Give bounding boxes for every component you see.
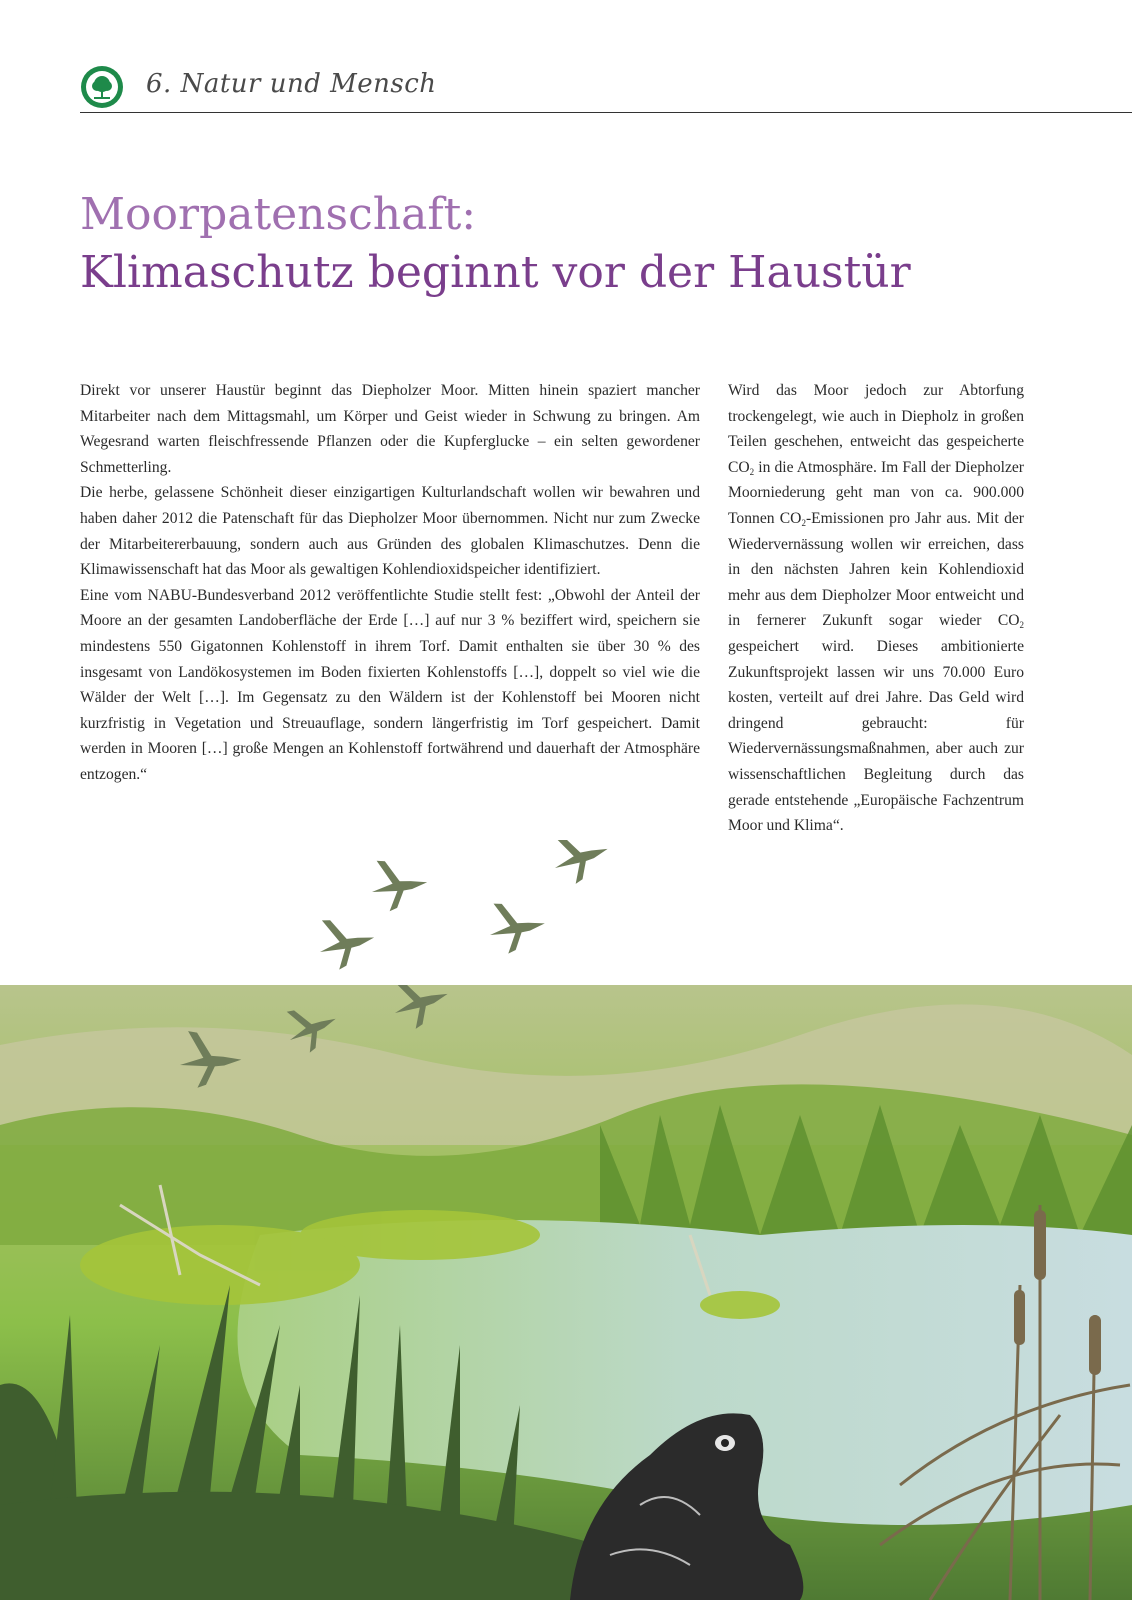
subscript-2: 2 (1019, 620, 1024, 631)
paragraph-nabu-quote: Eine vom NABU-Bundesverband 2012 veröffentlichte Studie stellt fest: „Obwohl der Anteil der Moore an der gesamten Landoberfläche der Erde […] auf nur 3 % beziffert wird, speichern sie mindestens 550 Gigatonnen Kohlenstoff in ihrem Torf. Damit enthalten sie über 30 % des insgesamt von Landökosystemen im Boden fixierten Kohlenstoffs […], doppelt so viel wie die Wälder der Welt […]. Im Gegensatz zu den Wäldern ist der Kohlenstoff bei Mooren nicht kurzfristig in Vegetation und Streuauflage, sondern längerfristig im Torf gespeichert. Damit werden in Mooren […] große Mengen an Kohlenstoff fortwährend und dauerhaft der Atmosphäre entzogen.“ (80, 586, 700, 783)
headline (80, 186, 911, 302)
section-title: 6. Natur und Mensch (146, 69, 437, 99)
paragraph-sponsorship: Die herbe, gelassene Schönheit dieser einzigartigen Kulturlandschaft wollen wir bewahren und haben daher 2012 die Patenschaft für das Diepholzer Moor übernommen. Nicht nur zum Zwecke der Mitarbeitererbauung, sondern auch aus Gründen des globalen Klimaschutzes. Denn die Klimawissenschaft hat das Moor als gewaltigen Kohlendioxidspeicher identifiziert. (80, 484, 700, 579)
flying-cranes (300, 840, 640, 990)
paragraph-rewetting (728, 378, 1024, 839)
crane-bird-icon (312, 909, 380, 974)
crane-bird-icon (484, 894, 550, 957)
crane-bird-icon (545, 840, 615, 889)
paragraph-intro: Direkt vor unserer Haustür beginnt das Diepholzer Moor. Mitten hinein spaziert mancher Mitarbeiter nach dem Mittagsmahl, um Körper und Geist wieder in Schwung zu bringen. Am Wegesrand warten fleischfressende Pflanzen oder die Kupferglucke – ein selten gewordener Schmetterling. (80, 382, 700, 476)
crane-bird-icon (367, 853, 431, 914)
rewetting-text-3: -Emissionen pro Jahr aus. Mit der Wiedervernässung wollen wir erreichen, dass in den nächsten Jahren kein Kohlendioxid mehr aus dem Diepholzer Moor entweicht und in fernerer Zukunft sogar wieder CO (728, 509, 1024, 630)
subscript-2: 2 (801, 517, 806, 528)
headline-line-2: Klimaschutz beginnt vor der Haustür (80, 247, 911, 298)
headline-line-1: Moorpatenschaft: (80, 189, 477, 240)
subscript-2: 2 (749, 466, 755, 477)
rewetting-text-4: gespeichert wird. Dieses ambitionierte Zukunftsprojekt lassen wir uns 70.000 Euro kosten, verteilt auf drei Jahre. Das Geld wird dringend gebraucht: für Wiedervernässungsmaßnahmen, aber auch zur wissenschaftlichen Begleitung durch das gerade entstehende „Europäische Fachzentrum Moor und Klima“. (728, 637, 1024, 835)
right-column (728, 378, 1024, 839)
rewetting-text-1: Wird das Moor jedoch zur Abtorfung trockengelegt, wie auch in Diepholz in großen Teilen geschehen, entweicht das gespeicherte CO (728, 382, 1024, 476)
moor-scene-illustration (0, 985, 1132, 1600)
header-divider (80, 112, 1132, 113)
rewetting-text-2: in die Atmosphäre. Im Fall der Diepholzer Moorniederung geht man von ca. 900.000 Tonnen CO (728, 458, 1024, 527)
tree-seal-icon (80, 65, 124, 109)
page-header (80, 63, 1132, 113)
left-column (80, 378, 700, 788)
